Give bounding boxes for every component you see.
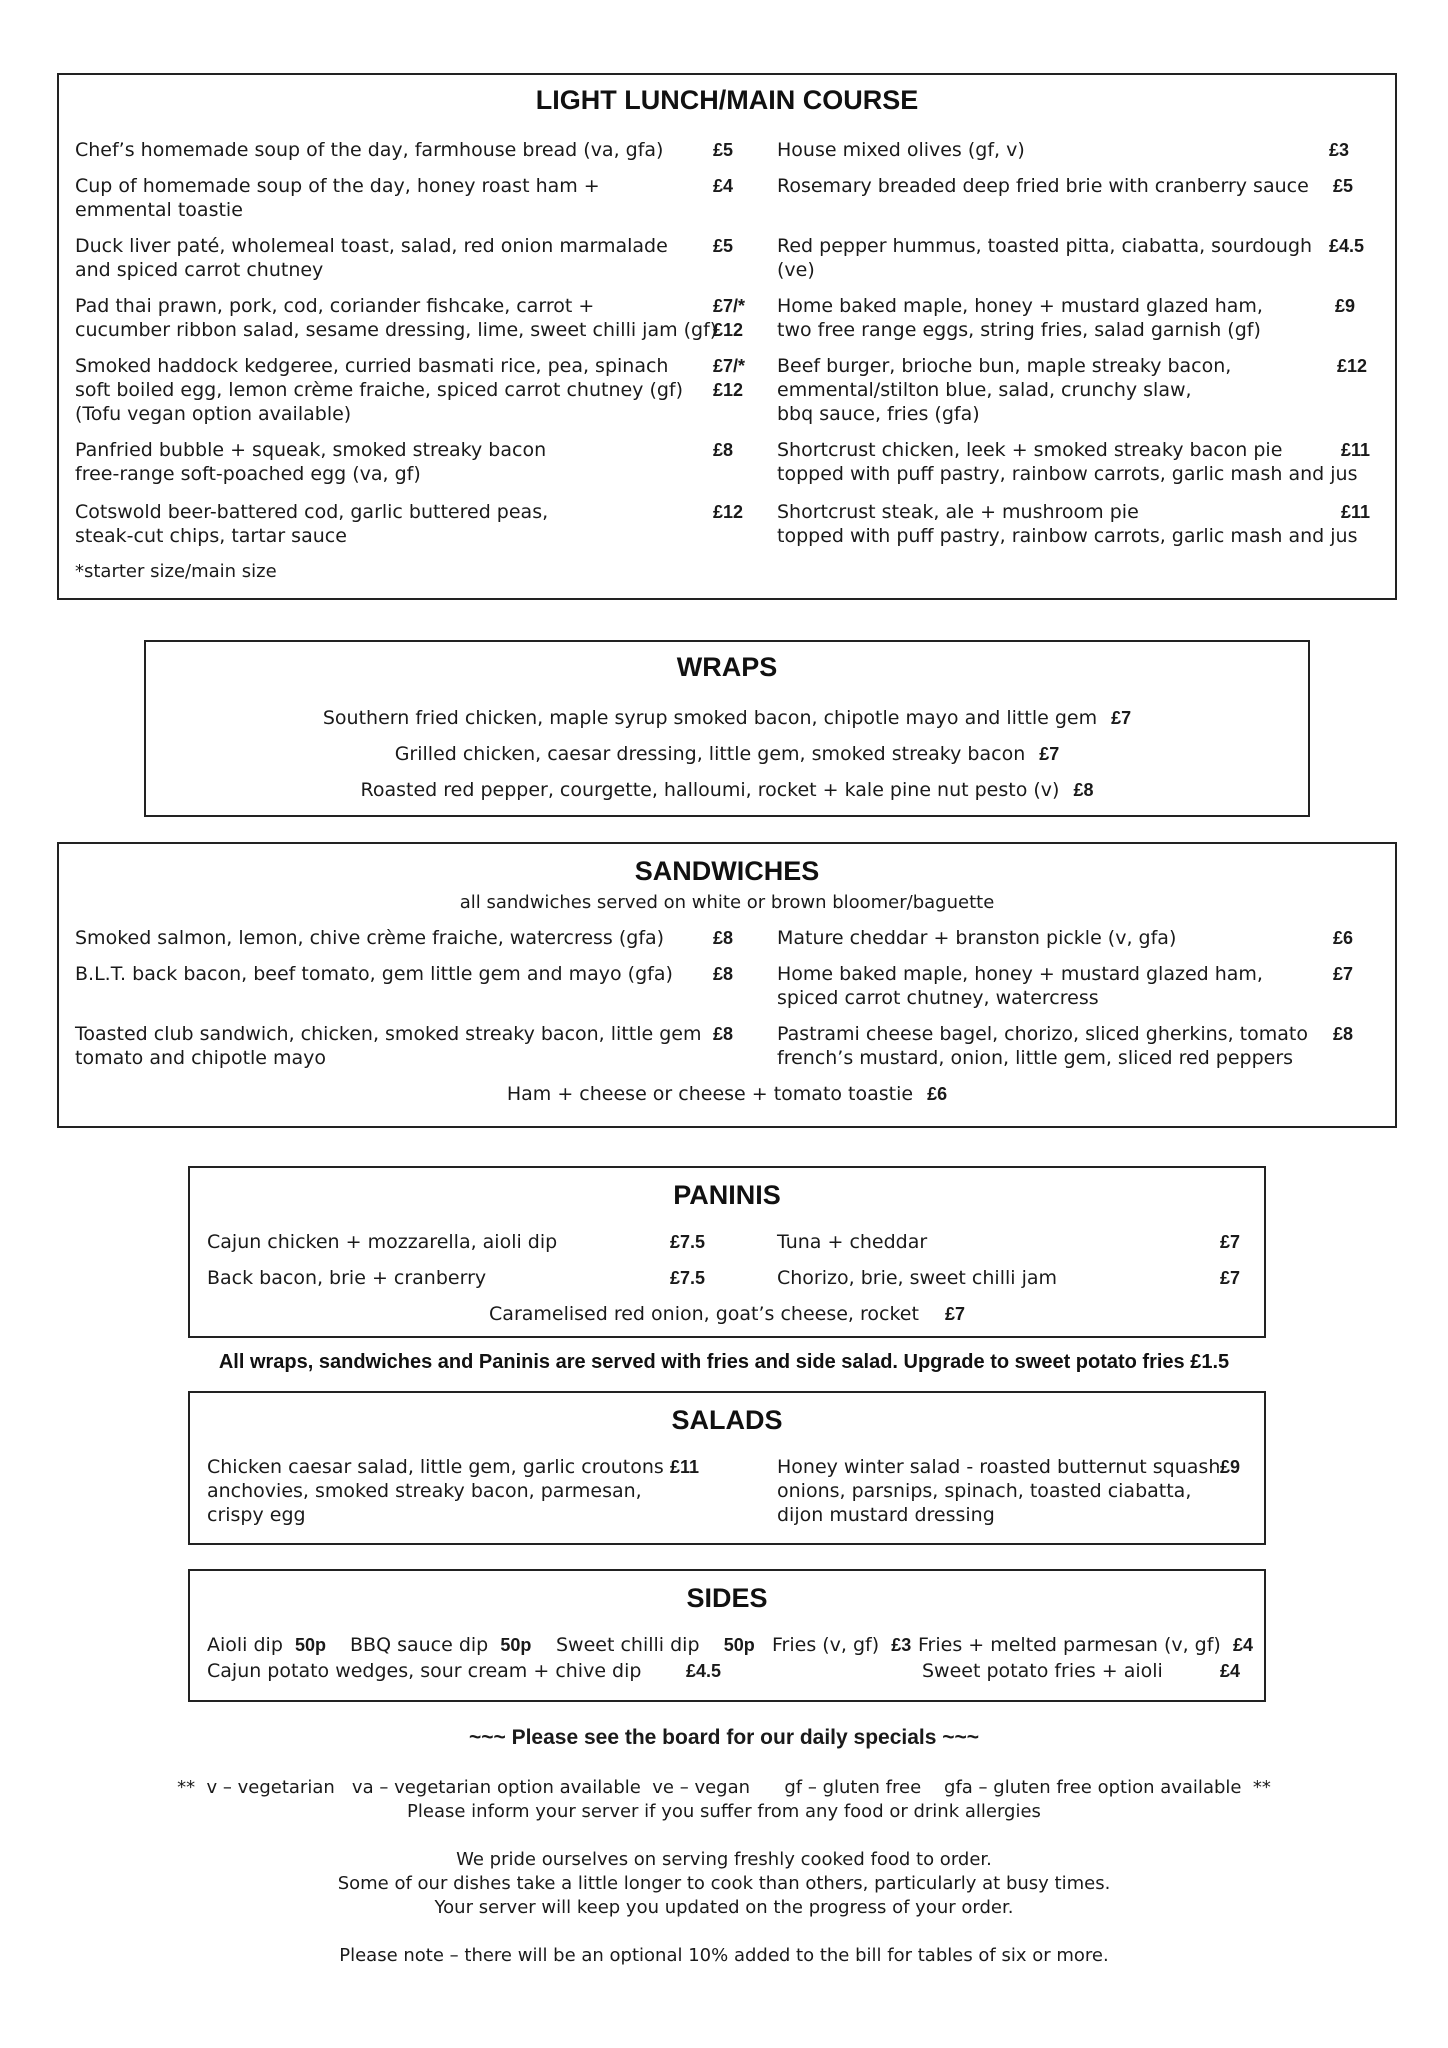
side-desc: Cajun potato wedges, sour cream + chive dip	[207, 1660, 642, 1682]
menu-item-desc: Chorizo, brie, sweet chilli jam	[777, 1267, 1057, 1289]
menu-item-price: £7	[1333, 964, 1354, 984]
menu-item-price: £8	[713, 1024, 734, 1044]
menu-item-price: £6	[1333, 928, 1354, 948]
salads-title: SALADS	[671, 1405, 783, 1435]
menu-item-desc: Honey winter salad - roasted butternut squash onions, parsnips, spinach, toasted ciabatta, dijon mustard dressing	[777, 1456, 1221, 1526]
menu-item-price: £7/* £12	[713, 296, 746, 340]
side-price-cell	[686, 1659, 721, 1683]
side-price: 50p	[500, 1635, 532, 1655]
sides-section	[188, 1569, 1266, 1702]
menu-item-desc: House mixed olives (gf, v)	[777, 139, 1025, 161]
menu-item-desc: Duck liver paté, wholemeal toast, salad, red onion marmalade and spiced carrot chutney	[75, 235, 668, 281]
menu-item-desc: Toasted club sandwich, chicken, smoked streaky bacon, little gem tomato and chipotle mayo	[75, 1023, 702, 1069]
wrap-price: £8	[1073, 780, 1094, 800]
menu-item-price: £3	[1329, 140, 1350, 160]
side-price: £4.5	[686, 1661, 722, 1681]
side-desc: Sweet potato fries + aioli	[922, 1660, 1163, 1682]
sandwiches-section	[57, 842, 1397, 1128]
lunch-title: LIGHT LUNCH/MAIN COURSE	[535, 85, 919, 115]
footnote: *starter size/main size	[75, 561, 277, 582]
menu-item-desc: Pad thai prawn, pork, cod, coriander fishcake, carrot + cucumber ribbon salad, sesame dressing, lime, sweet chilli jam (gf)	[75, 295, 718, 341]
menu-item-desc: Panfried bubble + squeak, smoked streaky bacon free-range soft-poached egg (va, gf)	[75, 439, 547, 485]
menu-item-desc: Cotswold beer-battered cod, garlic buttered peas, steak-cut chips, tartar sauce	[75, 501, 549, 547]
menu-item-price: £11	[670, 1457, 700, 1477]
menu-item-desc: Smoked salmon, lemon, chive crème fraiche, watercress (gfa)	[75, 927, 665, 949]
menu-item-price: £7/* £12	[713, 356, 746, 400]
side-item	[922, 1659, 1163, 1683]
side-desc: Sweet chilli dip	[556, 1634, 700, 1656]
pride-line: Your server will keep you updated on the progress of your order.	[434, 1897, 1014, 1918]
paninis-section	[188, 1166, 1266, 1338]
wraps-section	[144, 640, 1310, 817]
menu-item-price: £6	[927, 1084, 948, 1104]
menu-item-desc: Chicken caesar salad, little gem, garlic croutons anchovies, smoked streaky bacon, parmesan, crispy egg	[207, 1456, 664, 1526]
menu-item-price: £8	[1333, 1024, 1354, 1044]
menu-item-price: £11	[1341, 502, 1371, 522]
wrap-desc: Southern fried chicken, maple syrup smoked bacon, chipotle mayo and little gem	[322, 707, 1098, 729]
menu-item-desc: Cup of homemade soup of the day, honey roast ham + emmental toastie	[75, 175, 600, 221]
wrap-item	[146, 778, 1308, 802]
side-price: 50p	[723, 1635, 755, 1655]
menu-item-price: £5	[713, 236, 734, 256]
wrap-desc: Grilled chicken, caesar dressing, little gem, smoked streaky bacon	[394, 743, 1026, 765]
sandwich-center-item	[59, 1082, 1395, 1106]
menu-item-desc: Caramelised red onion, goat’s cheese, rocket	[489, 1303, 919, 1325]
menu-item-desc: Rosemary breaded deep fried brie with cranberry sauce	[777, 175, 1309, 197]
menu-item-price: £4.5	[1329, 236, 1365, 256]
sandwiches-title: SANDWICHES	[634, 856, 820, 886]
menu-item-price: £5	[713, 140, 734, 160]
menu-item-desc: Cajun chicken + mozzarella, aioli dip	[207, 1231, 558, 1253]
side-item	[207, 1659, 641, 1683]
sides-title: SIDES	[686, 1583, 768, 1613]
side-price: £4	[1220, 1661, 1241, 1681]
wrap-item	[146, 706, 1308, 730]
menu-item-desc: Tuna + cheddar	[777, 1231, 928, 1253]
menu-item-desc: Red pepper hummus, toasted pitta, ciabatta, sourdough (ve)	[777, 235, 1313, 281]
side-desc: BBQ sauce dip	[350, 1634, 489, 1656]
menu-item-price: £12	[1337, 356, 1368, 376]
menu-item-price: £8	[713, 928, 734, 948]
menu-item-desc: Chef’s homemade soup of the day, farmhouse bread (va, gfa)	[75, 139, 664, 161]
menu-item-price: £4	[713, 176, 734, 196]
side-item	[772, 1633, 911, 1657]
served-note: All wraps, sandwiches and Paninis are served with fries and side salad. Upgrade to sweet potato fries £1.5	[218, 1351, 1230, 1373]
menu-item-desc: Back bacon, brie + cranberry	[207, 1267, 487, 1289]
wraps-title: WRAPS	[676, 652, 778, 682]
menu-item-price: £8	[713, 440, 734, 460]
pride-line: Some of our dishes take a little longer to cook than others, particularly at busy times.	[337, 1873, 1111, 1894]
menu-item-price: £12	[713, 502, 744, 522]
menu-item-desc: Home baked maple, honey + mustard glazed ham, two free range eggs, string fries, salad garnish (gf)	[777, 295, 1263, 341]
menu-item-desc: Smoked haddock kedgeree, curried basmati rice, pea, spinach soft boiled egg, lemon crème fraiche, spiced carrot chutney (gf) (Tofu vegan option available)	[75, 355, 684, 425]
side-price: £4	[1232, 1635, 1253, 1655]
wrap-desc: Roasted red pepper, courgette, halloumi, rocket + kale pine nut pesto (v)	[360, 779, 1060, 801]
menu-item-desc: Shortcrust steak, ale + mushroom pie topped with puff pastry, rainbow carrots, garlic mash and jus	[777, 501, 1358, 547]
side-item	[350, 1633, 531, 1657]
menu-item-desc: B.L.T. back bacon, beef tomato, gem little gem and mayo (gfa)	[75, 963, 673, 985]
service-charge-note: Please note – there will be an optional 10% added to the bill for tables of six or more.	[339, 1945, 1109, 1966]
side-price: 50p	[295, 1635, 327, 1655]
panini-center-item	[190, 1302, 1264, 1326]
side-desc: Fries + melted parmesan (v, gf)	[918, 1634, 1221, 1656]
menu-item-price: £9	[1220, 1457, 1241, 1477]
dietary-key: ** v – vegetarian va – vegetarian option available ve – vegan gf – gluten free gfa – gluten free option available **	[177, 1777, 1271, 1798]
allergy-note: Please inform your server if you suffer from any food or drink allergies	[407, 1801, 1041, 1822]
paninis-title: PANINIS	[673, 1180, 781, 1210]
menu-item-desc: Pastrami cheese bagel, chorizo, sliced gherkins, tomato french’s mustard, onion, little gem, sliced red peppers	[777, 1023, 1308, 1069]
menu-item-desc: Home baked maple, honey + mustard glazed ham, spiced carrot chutney, watercress	[777, 963, 1263, 1009]
side-desc: Fries (v, gf)	[772, 1634, 880, 1656]
wrap-price: £7	[1111, 708, 1132, 728]
menu-item-price: £7.5	[670, 1268, 706, 1288]
menu-item-desc: Ham + cheese or cheese + tomato toastie	[506, 1083, 914, 1105]
wrap-price: £7	[1039, 744, 1060, 764]
side-item	[918, 1633, 1253, 1657]
menu-item-desc: Mature cheddar + branston pickle (v, gfa)	[777, 927, 1177, 949]
menu-item-desc: Beef burger, brioche bun, maple streaky bacon, emmental/stilton blue, salad, crunchy slaw, bbq sauce, fries (gfa)	[777, 355, 1232, 425]
pride-line: We pride ourselves on serving freshly cooked food to order.	[456, 1849, 992, 1870]
menu-item-price: £7.5	[670, 1232, 706, 1252]
menu-item-desc: Shortcrust chicken, leek + smoked streaky bacon pie topped with puff pastry, rainbow carrots, garlic mash and jus	[777, 439, 1358, 485]
menu-item-price: £8	[713, 964, 734, 984]
side-price: £3	[891, 1635, 912, 1655]
menu-item-price: £7	[1220, 1268, 1241, 1288]
side-item	[207, 1633, 326, 1657]
wrap-item	[146, 742, 1308, 766]
menu-item-price: £9	[1335, 296, 1356, 316]
lunch-section	[57, 73, 1397, 600]
menu-item-price: £5	[1333, 176, 1354, 196]
side-item	[556, 1633, 755, 1657]
side-desc: Aioli dip	[207, 1634, 283, 1656]
specials-note: ~~~ Please see the board for our daily specials ~~~	[468, 1726, 980, 1749]
menu-item-price: £7	[1220, 1232, 1241, 1252]
sandwiches-subtitle: all sandwiches served on white or brown bloomer/baguette	[459, 892, 995, 913]
salads-section	[188, 1391, 1266, 1545]
side-price-cell	[1220, 1659, 1240, 1683]
menu-item-price: £11	[1341, 440, 1371, 460]
menu-item-price: £7	[944, 1304, 965, 1324]
